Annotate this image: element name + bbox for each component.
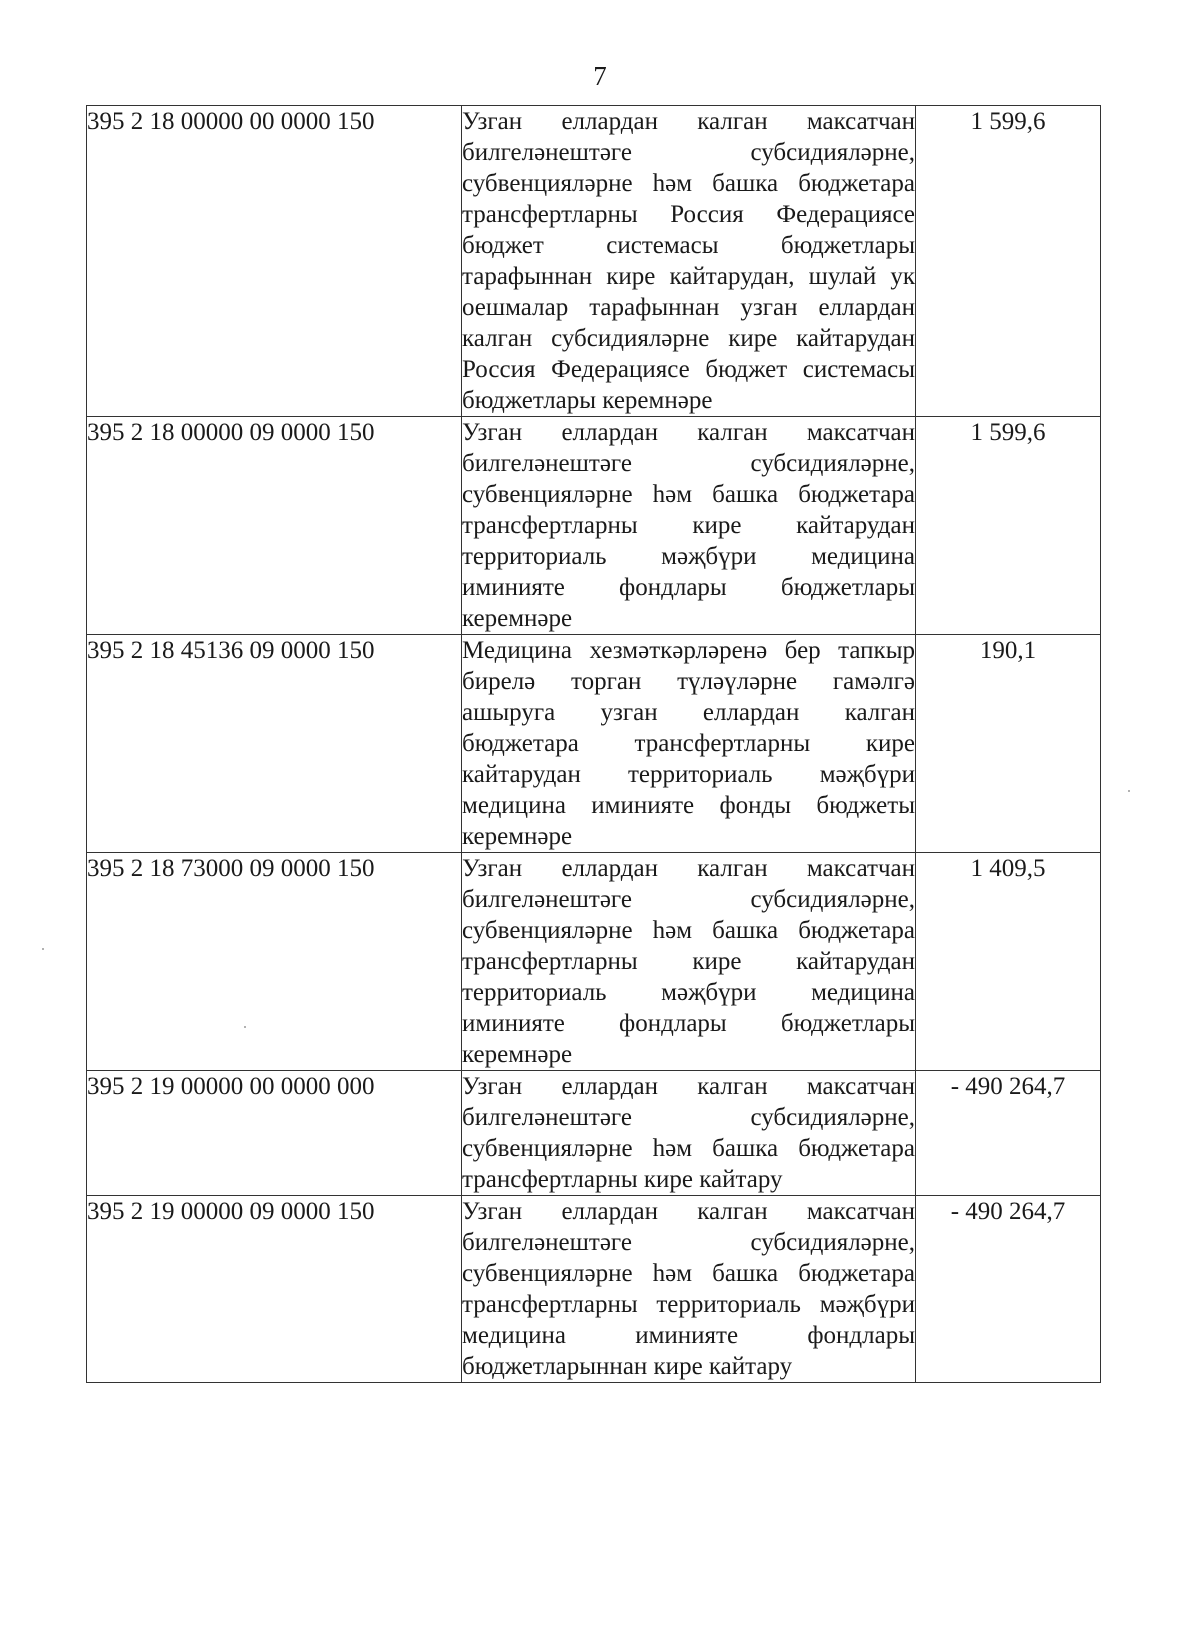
description-cell: Узган еллардан калган максатчан билгеләнештәге субсидияләрне, субвенцияләрне һәм башка бюджетара трансфертларны кире кайтару: [462, 1071, 916, 1196]
amount-cell: 1 409,5: [916, 853, 1101, 1071]
description-cell: Медицина хезмәткәрләренә бер тапкыр бирелә торган түләүләрне гамәлгә ашыруга узган еллардан калган бюджетара трансфертларны кире кайтарудан территориаль мәҗбүри медицина иминияте фонды бюджеты керемнәре: [462, 635, 916, 853]
table-row: [87, 106, 1101, 417]
budget-code-cell: 395 2 18 00000 00 0000 150: [87, 106, 462, 417]
scan-speck: [42, 948, 44, 950]
budget-code-cell: 395 2 19 00000 09 0000 150: [87, 1196, 462, 1383]
amount-cell: - 490 264,7: [916, 1071, 1101, 1196]
budget-revenue-table: [86, 105, 1101, 1383]
amount-cell: 1 599,6: [916, 417, 1101, 635]
amount-cell: 1 599,6: [916, 106, 1101, 417]
table-row: [87, 635, 1101, 853]
table-row: [87, 417, 1101, 635]
budget-code-cell: 395 2 19 00000 00 0000 000: [87, 1071, 462, 1196]
scan-speck: [1128, 790, 1130, 792]
amount-cell: 190,1: [916, 635, 1101, 853]
page-number: 7: [593, 61, 607, 91]
scan-speck: [244, 1026, 246, 1028]
description-cell: Узган еллардан калган максатчан билгеләнештәге субсидияләрне, субвенцияләрне һәм башка бюджетара трансфертларны Россия Федерациясе бюджет системасы бюджетлары тарафыннан кире кайтарудан, шулай ук оешмалар тарафыннан узган еллардан калган субсидияләрне кире кайтарудан Россия Федерациясе бюджет системасы бюджетлары керемнәре: [462, 106, 916, 417]
table-row: [87, 1071, 1101, 1196]
table-row: [87, 1196, 1101, 1383]
budget-code-cell: 395 2 18 73000 09 0000 150: [87, 853, 462, 1071]
amount-cell: - 490 264,7: [916, 1196, 1101, 1383]
budget-code-cell: 395 2 18 00000 09 0000 150: [87, 417, 462, 635]
description-cell: Узган еллардан калган максатчан билгеләнештәге субсидияләрне, субвенцияләрне һәм башка бюджетара трансфертларны кире кайтарудан территориаль мәҗбүри медицина иминияте фондлары бюджетлары керемнәре: [462, 853, 916, 1071]
table-row: [87, 853, 1101, 1071]
description-cell: Узган еллардан калган максатчан билгеләнештәге субсидияләрне, субвенцияләрне һәм башка бюджетара трансфертларны кире кайтарудан территориаль мәҗбүри медицина иминияте фондлары бюджетлары керемнәре: [462, 417, 916, 635]
description-cell: Узган еллардан калган максатчан билгеләнештәге субсидияләрне, субвенцияләрне һәм башка бюджетара трансфертларны территориаль мәҗбүри медицина иминияте фондлары бюджетларыннан кире кайтару: [462, 1196, 916, 1383]
budget-code-cell: 395 2 18 45136 09 0000 150: [87, 635, 462, 853]
